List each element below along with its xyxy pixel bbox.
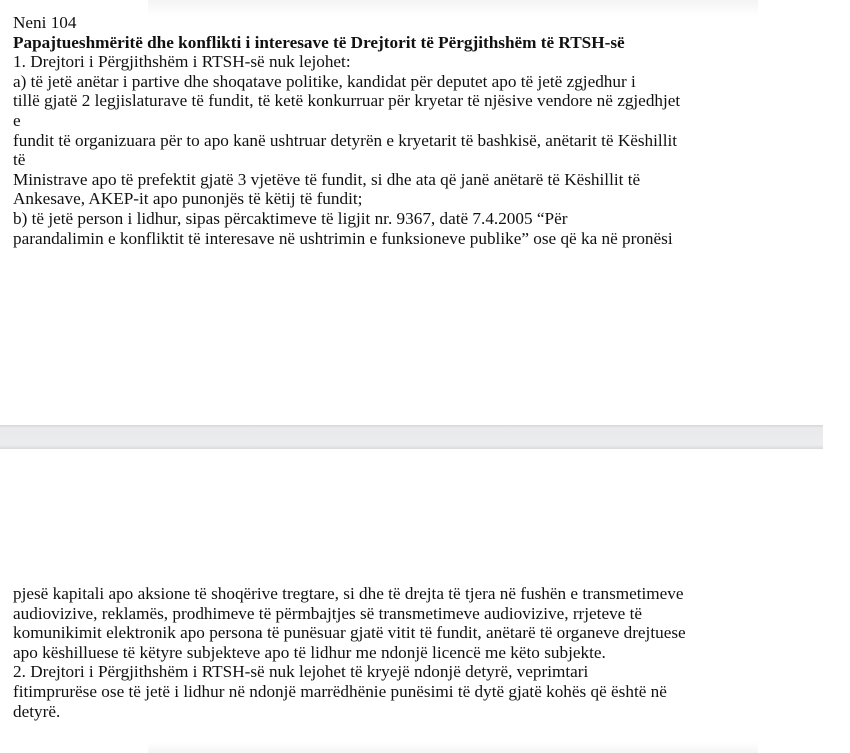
paragraph-line: Ankesave, AKEP-it apo punonjës të këtij të fundit; bbox=[13, 189, 363, 209]
paragraph-line: audiovizive, reklamës, prodhimeve të përmbajtjes së transmetimeve audiovizive, rrjeteve të bbox=[13, 603, 643, 623]
article-text-top bbox=[13, 13, 843, 248]
paragraph-line: e bbox=[13, 110, 21, 130]
paragraph-line: apo këshilluese të këtyre subjekteve apo të lidhur me ndonjë licencë me këto subjekte. bbox=[13, 642, 606, 662]
article-number: Neni 104 bbox=[13, 13, 77, 32]
paragraph-line: Ministrave apo të prefektit gjatë 3 vjetëve të fundit, si dhe ata që janë anëtarë të Këshillit të bbox=[13, 169, 641, 189]
paragraph-line: 2. Drejtori i Përgjithshëm i RTSH-së nuk lejohet të kryejë ndonjë detyrë, veprimtari bbox=[13, 662, 589, 682]
page-break-gap-margin bbox=[823, 425, 850, 449]
faint-footer-artifact bbox=[148, 742, 758, 753]
paragraph-line: fitimprurëse ose të jetë i lidhur në ndonjë marrëdhënie punësimi të dytë gjatë kohës që është në bbox=[13, 681, 667, 701]
paragraph-line: b) të jetë person i lidhur, sipas përcaktimeve të ligjit nr. 9367, datë 7.4.2005 “Për bbox=[13, 208, 568, 228]
article-heading: Papajtueshmëritë dhe konflikti i interesave të Drejtorit të Përgjithshëm të RTSH-së bbox=[13, 32, 625, 52]
article-text-bottom bbox=[13, 584, 843, 721]
paragraph-line: komunikimit elektronik apo persona të punësuar gjatë vitit të fundit, anëtarë të organeve drejtuese bbox=[13, 623, 686, 643]
paragraph-line: a) të jetë anëtar i partive dhe shoqatave politike, kandidat për deputet apo të jetë zgjedhur i bbox=[13, 71, 636, 91]
paragraph-line: 1. Drejtori i Përgjithshëm i RTSH-së nuk lejohet: bbox=[13, 52, 351, 72]
paragraph-line: pjesë kapitali apo aksione të shoqërive tregtare, si dhe të drejta të tjera në fushën e transmetimeve bbox=[13, 584, 684, 603]
paragraph-line: parandalimin e konfliktit të interesave në ushtrimin e funksioneve publike” ose që ka në pronësi bbox=[13, 228, 673, 248]
page-break-gap bbox=[0, 425, 823, 449]
paragraph-line: të bbox=[13, 150, 26, 170]
paragraph-line: tillë gjatë 2 legjislaturave të fundit, të ketë konkurruar për kryetar të njësive vendore në zgjedhjet bbox=[13, 91, 681, 111]
paragraph-line: detyrë. bbox=[13, 701, 61, 721]
paragraph-line: fundit të organizuara për to apo kanë ushtruar detyrën e kryetarit të bashkisë, anëtarit të Këshillit bbox=[13, 130, 678, 150]
